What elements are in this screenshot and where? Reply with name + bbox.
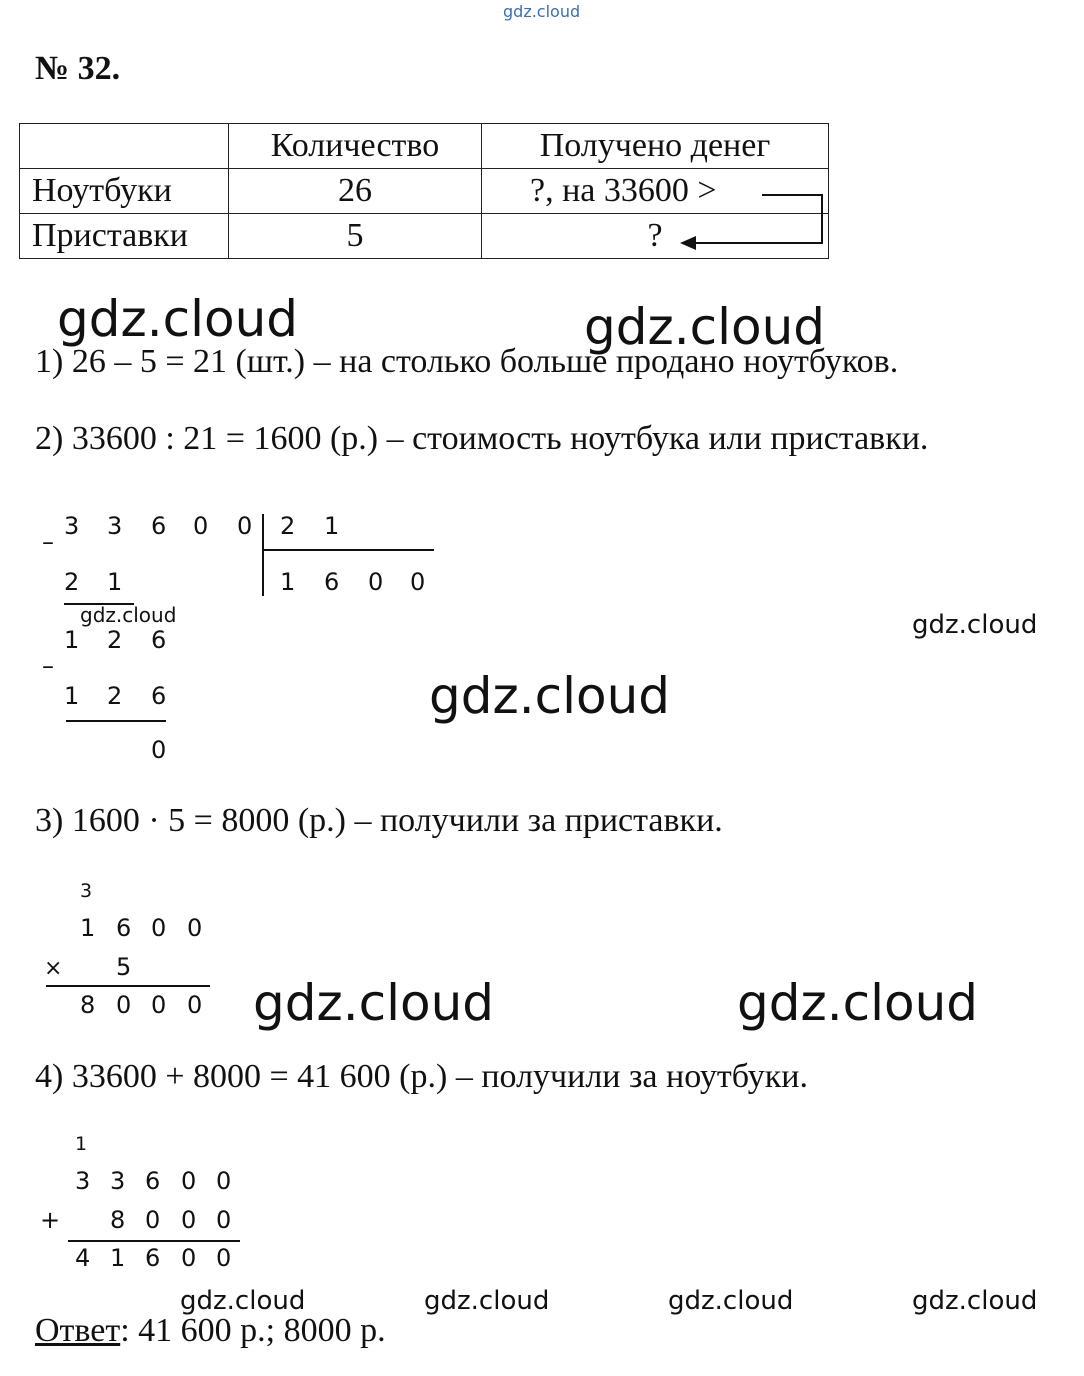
step-2: 2) 33600 : 21 = 1600 (р.) – стоимость ноутбука или приставки.: [35, 420, 929, 457]
digit: 6: [145, 1167, 161, 1195]
digit: 1: [64, 682, 80, 710]
digit: 8: [110, 1206, 126, 1234]
table-cell: ?, на 33600 >: [482, 169, 829, 214]
digit: 6: [324, 568, 340, 596]
watermark: gdz.cloud: [912, 1286, 1038, 1316]
digit: 4: [75, 1244, 91, 1272]
table-header-cell: [20, 124, 229, 169]
watermark: gdz.cloud: [429, 667, 671, 725]
problem-number: № 32.: [35, 50, 121, 87]
answer-text: : 41 600 р.; 8000 р.: [120, 1312, 386, 1349]
carry-digit: 1: [75, 1133, 88, 1155]
digit: 0: [181, 1167, 197, 1195]
digit: 3: [75, 1167, 91, 1195]
table-header-cell: Получено денег: [482, 124, 829, 169]
digit: 0: [187, 914, 203, 942]
digit: 1: [64, 626, 80, 654]
table-cell: 26: [229, 169, 482, 214]
table-cell: Приставки: [20, 214, 229, 259]
watermark: gdz.cloud: [584, 298, 826, 356]
digit: 0: [368, 568, 384, 596]
watermark-top: gdz.cloud: [503, 2, 581, 21]
table-cell: Ноутбуки: [20, 169, 229, 214]
watermark: gdz.cloud: [912, 610, 1038, 640]
digit: 3: [107, 512, 123, 540]
digit: 2: [280, 512, 296, 540]
division-bar-vertical: [262, 514, 264, 596]
digit: 1: [80, 914, 96, 942]
digit: 0: [216, 1244, 232, 1272]
digit: 2: [107, 682, 123, 710]
digit: 0: [181, 1206, 197, 1234]
digit: 0: [216, 1167, 232, 1195]
watermark: gdz.cloud: [737, 974, 979, 1032]
digit: 2: [107, 626, 123, 654]
division-minus: –: [42, 652, 54, 680]
watermark: gdz.cloud: [424, 1286, 550, 1316]
watermark: gdz.cloud: [80, 603, 177, 627]
watermark: gdz.cloud: [668, 1286, 794, 1316]
division-minus: –: [42, 528, 54, 556]
digit: 1: [324, 512, 340, 540]
digit: 0: [187, 991, 203, 1019]
relation-arrow: [670, 185, 830, 255]
digit: 0: [181, 1244, 197, 1272]
digit: 5: [116, 953, 132, 981]
carry-digit: 3: [80, 880, 93, 902]
digit: 0: [116, 991, 132, 1019]
digit: 0: [410, 568, 426, 596]
division-underline: [66, 720, 166, 722]
table-cell: ?: [482, 214, 829, 259]
digit: 1: [110, 1244, 126, 1272]
step-3: 3) 1600 · 5 = 8000 (р.) – получили за приставки.: [35, 802, 723, 839]
watermark: gdz.cloud: [180, 1286, 306, 1316]
digit: 6: [151, 682, 167, 710]
step-1: 1) 26 – 5 = 21 (шт.) – на столько больше продано ноутбуков.: [35, 343, 899, 380]
step-4: 4) 33600 + 8000 = 41 600 (р.) – получили за ноутбуки.: [35, 1058, 808, 1095]
digit: 3: [110, 1167, 126, 1195]
digit: 1: [280, 568, 296, 596]
digit: 6: [151, 512, 167, 540]
multiply-sign: ×: [44, 956, 63, 981]
digit: 2: [64, 568, 80, 596]
digit: 3: [64, 512, 80, 540]
answer-label: Ответ: [35, 1312, 121, 1349]
digit: 0: [151, 914, 167, 942]
answer: [35, 1312, 386, 1350]
digit: 8: [80, 991, 96, 1019]
table-header-cell: Количество: [229, 124, 482, 169]
digit: 0: [193, 512, 209, 540]
digit: 1: [107, 568, 123, 596]
table-cell: 5: [229, 214, 482, 259]
table-header-row: [20, 124, 829, 169]
digit: 6: [151, 626, 167, 654]
digit: 0: [216, 1206, 232, 1234]
digit: 0: [145, 1206, 161, 1234]
plus-sign: +: [40, 1206, 61, 1234]
digit: 0: [237, 512, 253, 540]
addition-underline: [68, 1240, 240, 1242]
division-bar-horizontal: [262, 549, 434, 551]
digit: 0: [151, 736, 167, 764]
digit: 6: [116, 914, 132, 942]
watermark: gdz.cloud: [253, 974, 495, 1032]
multiplication-underline: [46, 985, 210, 987]
watermark: gdz.cloud: [57, 290, 299, 348]
digit: 6: [145, 1244, 161, 1272]
digit: 0: [151, 991, 167, 1019]
